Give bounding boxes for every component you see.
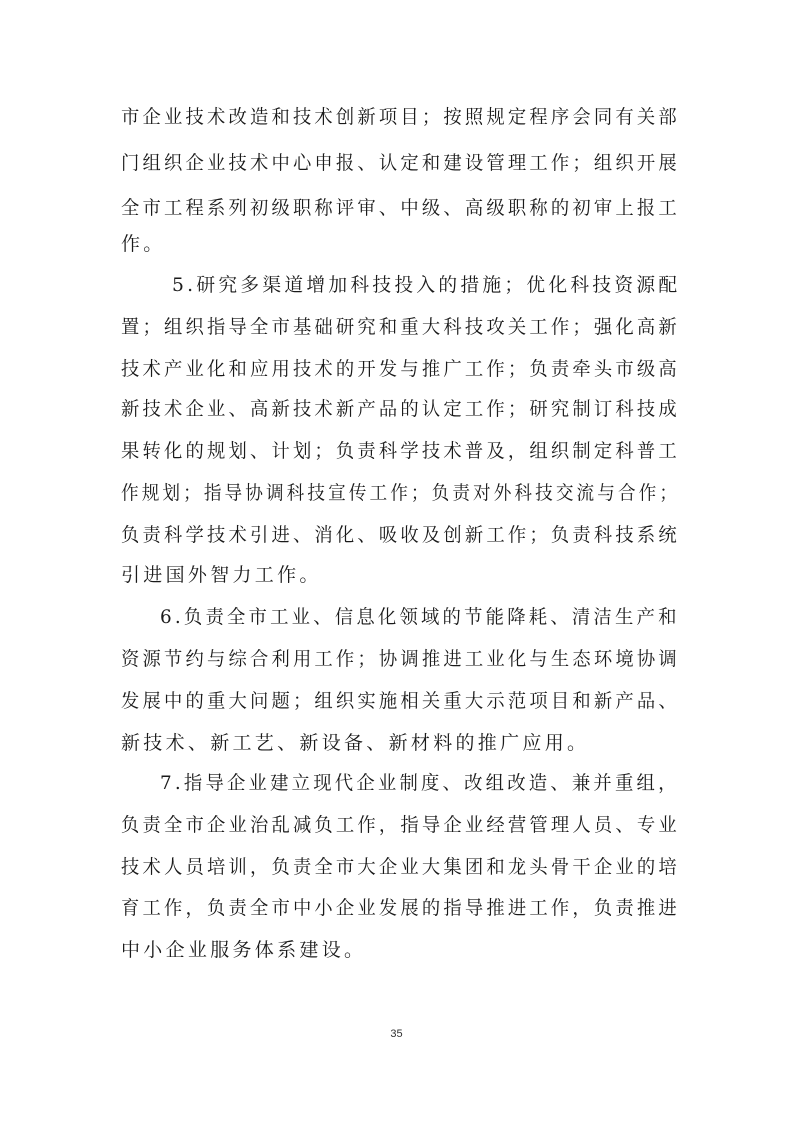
text-line: 负责科学技术引进、消化、吸收及创新工作；负责科技系统 (121, 524, 680, 546)
text-line: 资源节约与综合利用工作；协调推进工业化与生态环境协调 (121, 648, 680, 670)
text-line: 市企业技术改造和技术创新项目；按照规定程序会同有关部 (121, 106, 680, 128)
text-line: 置；组织指导全市基础研究和重大科技攻关工作；强化高新 (121, 316, 680, 338)
text-line: 门组织企业技术中心申报、认定和建设管理工作；组织开展 (121, 152, 680, 174)
text-line: 引进国外智力工作。 (121, 564, 322, 586)
text-line: 7.指导企业建立现代企业制度、改组改造、兼并重组， (160, 772, 680, 794)
text-line: 新技术、新工艺、新设备、新材料的推广应用。 (121, 732, 590, 754)
text-line: 负责全市企业治乱减负工作，指导企业经营管理人员、专业 (121, 814, 680, 836)
text-line: 技术产业化和应用技术的开发与推广工作；负责牵头市级高 (121, 358, 680, 380)
text-line: 育工作，负责全市中小企业发展的指导推进工作，负责推进 (121, 897, 680, 919)
text-line: 全市工程系列初级职称评审、中级、高级职称的初审上报工 (121, 197, 680, 219)
page-number: 35 (390, 1028, 403, 1040)
text-line: 中小企业服务体系建设。 (121, 939, 367, 961)
text-line: 新技术企业、高新技术新产品的认定工作；研究制订科技成 (121, 398, 680, 420)
text-line: 作规划；指导协调科技宣传工作；负责对外科技交流与合作； (121, 482, 681, 504)
text-line: 6.负责全市工业、信息化领域的节能降耗、清洁生产和 (160, 606, 680, 628)
text-line: 发展中的重大问题；组织实施相关重大示范项目和新产品、 (121, 690, 680, 712)
text-line: 作。 (121, 233, 166, 255)
text-line: 技术人员培训，负责全市大企业大集团和龙头骨干企业的培 (121, 856, 680, 878)
text-line: 5.研究多渠道增加科技投入的措施；优化科技资源配 (172, 274, 681, 296)
text-line: 果转化的规划、计划；负责科学技术普及，组织制定科普工 (121, 440, 680, 462)
